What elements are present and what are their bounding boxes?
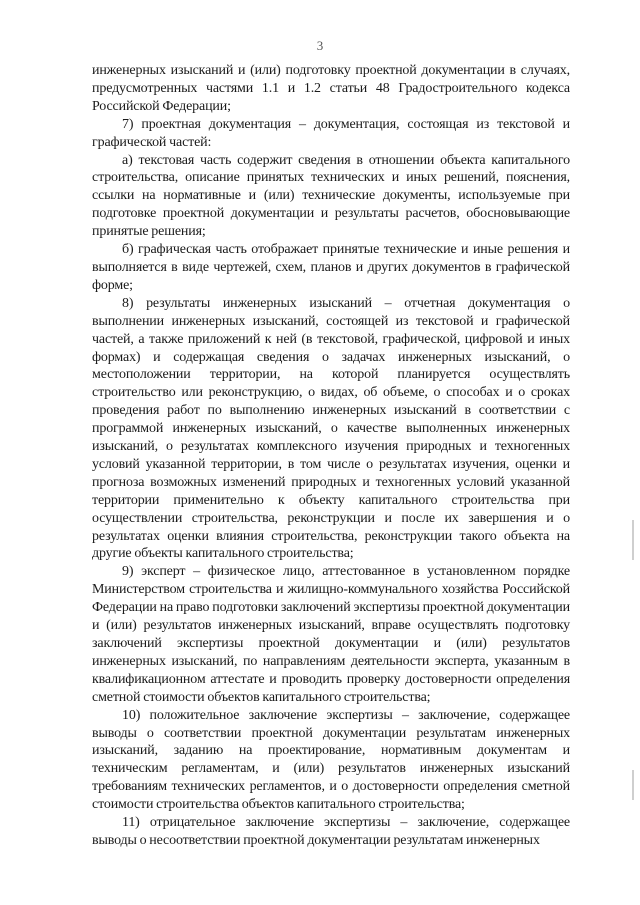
paragraph-item-8: 8) результаты инженерных изысканий – отчетная документация о выполнении инженерных изысканий, состоящей из текстовой и графической частей, а также приложений к ней (в текстовой, графической, цифровой и иных формах) и содержащая сведения о задачах инженерных изысканий, о местоположении территории, на которой планируется осуществлять строительство или реконструкцию, о видах, об объеме, о способах и о сроках проведения работ по выполнению инженерных изысканий в соответствии с программой инженерных изысканий, о качестве выполненных инженерных изысканий, о результатах комплексного изучения природных и техногенных условий указанной территории, в том числе о результатах изучения, оценки и прогноза возможных изменений природных и техногенных условий указанной территории применительно к объекту капитального строительства при осуществлении строительства, реконструкции и после их завершения и о результатах оценки влияния строительства, реконструкции такого объекта на другие объекты капитального строительства; (92, 295, 570, 562)
paragraph-item-9: 9) эксперт – физическое лицо, аттестованное в установленном порядке Министерством строительства и жилищно-коммунального хозяйства Российской Федерации на право подготовки заключений экспертизы проектной документации и (или) результатов инженерных изысканий, вправе осуществлять подготовку заключений экспертизы проектной документации и (или) результатов инженерных изысканий, по направлениям деятельности эксперта, указанным в квалификационном аттестате и проводить проверку достоверности определения сметной стоимости объектов капитального строительства; (92, 564, 570, 705)
paragraph-item-7: 7) проектная документация – документация, состоящая из текстовой и графической частей: (92, 116, 570, 150)
paragraph-item-11: 11) отрицательное заключение экспертизы – заключение, содержащее выводы о несоответствии проектной документации результатам инженерных (92, 815, 570, 848)
paragraph-item-7a: а) текстовая часть содержит сведения в отношении объекта капитального строительства, описание принятых технических и иных решений, пояснения, ссылки на нормативные и (или) технические документы, используемые при подготовке проектной документации и результаты расчетов, обосновывающие принятые решения; (92, 152, 570, 240)
paragraph-continuation: инженерных изысканий и (или) подготовку проектной документации в случаях, предусмотренных частями 1.1 и 1.2 статьи 48 Градостроительного кодекса Российской Федерации; (92, 63, 570, 114)
paragraph-item-7b: б) графическая часть отображает принятые технические и иные решения и выполняется в виде чертежей, схем, планов и других документов в графической форме; (92, 242, 570, 293)
page-number: 3 (316, 38, 324, 53)
scan-edge-mark (632, 520, 634, 560)
document-body (92, 62, 570, 850)
paragraph-item-10: 10) положительное заключение экспертизы – заключение, содержащее выводы о соответствии проектной документации результатам инженерных изысканий, заданию на проектирование, нормативным документам и техническим регламентам, и (или) результатов инженерных изысканий требованиям технических регламентов, и о достоверности определения сметной стоимости строительства объектов капитального строительства; (92, 707, 570, 813)
scan-edge-mark (632, 770, 634, 800)
